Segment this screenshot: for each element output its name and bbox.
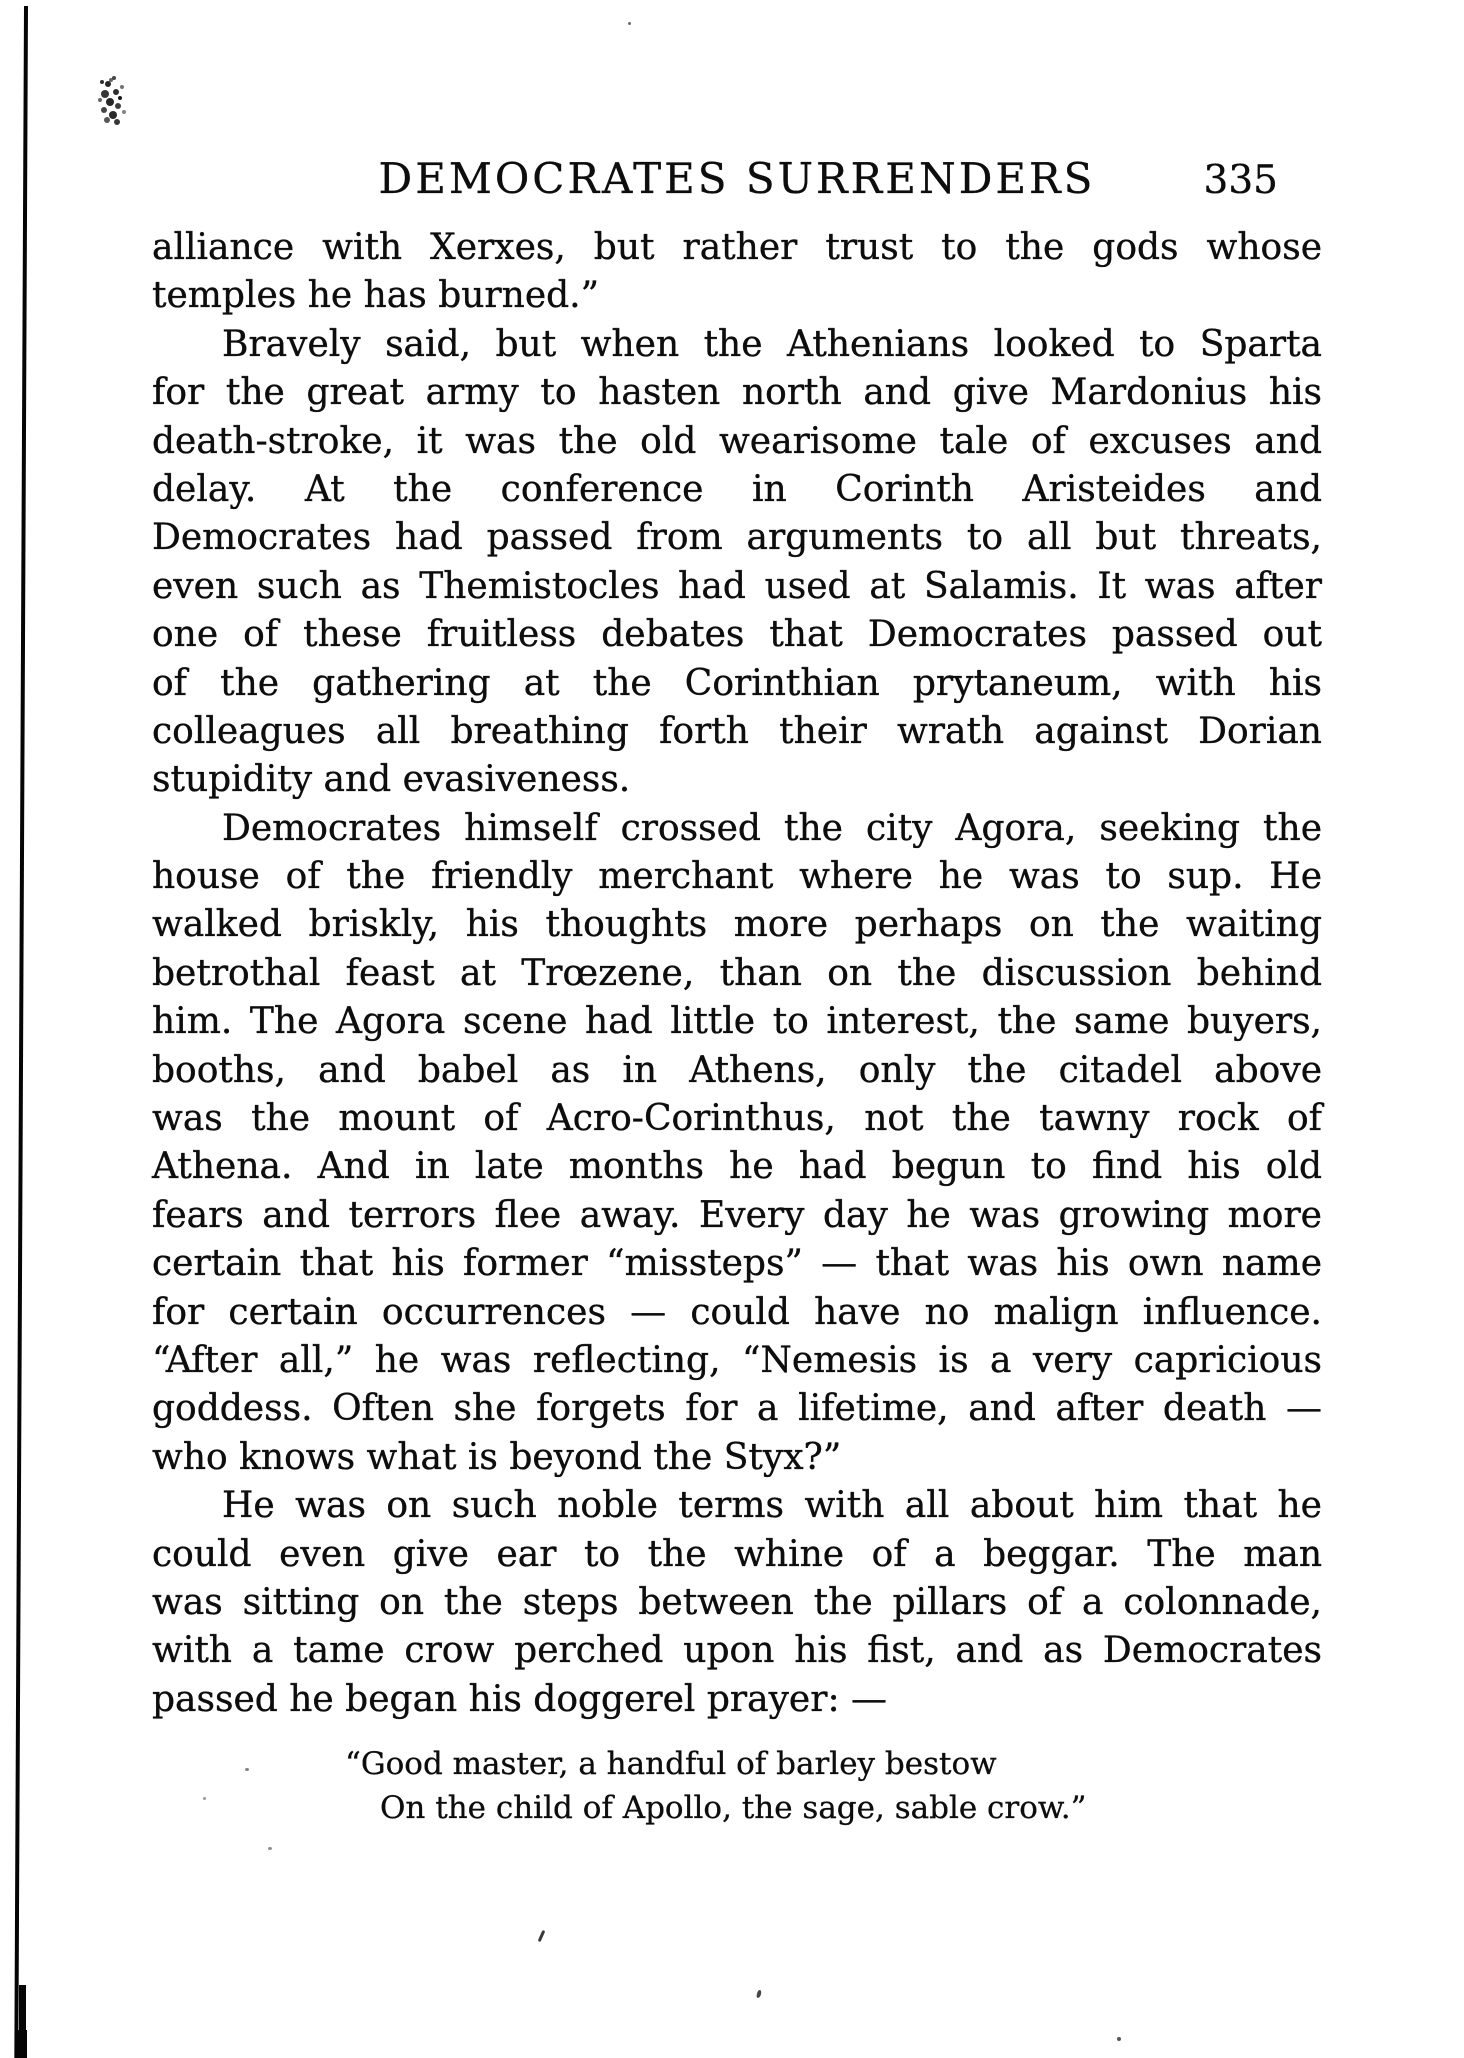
- text-line: stupidity and evasiveness.: [152, 759, 631, 801]
- scan-speck: [538, 1930, 546, 1942]
- text-line: goddess. Often she forgets for a lifetime, and after death —: [152, 1388, 1322, 1430]
- text-line: betrothal feast at Trœzene, than on the discussion behind: [152, 952, 1322, 994]
- text-line: for certain occurrences — could have no malign influence.: [152, 1291, 1322, 1333]
- text-line: house of the friendly merchant where he was to sup. He: [152, 856, 1322, 898]
- running-head: [152, 156, 1322, 202]
- text-line: was the mount of Acro-Corinthus, not the tawny rock of: [152, 1098, 1322, 1140]
- text-line: delay. At the conference in Corinth Aristeides and: [152, 468, 1322, 510]
- text-line: passed he began his doggerel prayer: —: [152, 1678, 888, 1720]
- scan-speck: [1117, 2037, 1121, 2041]
- text-line: Athena. And in late months he had begun to find his old: [152, 1146, 1322, 1188]
- scan-speck: [628, 22, 631, 25]
- left-edge-scan-tip: [17, 2030, 27, 2058]
- text-line: even such as Themistocles had used at Salamis. It was after: [152, 565, 1322, 607]
- text-line: who knows what is beyond the Styx?”: [152, 1436, 842, 1478]
- scan-speck: [203, 1797, 206, 1800]
- left-edge-scan-line: [14, 6, 28, 2058]
- text-line: Bravely said, but when the Athenians looked to Sparta: [222, 323, 1322, 365]
- text-line: walked briskly, his thoughts more perhaps on the waiting: [152, 904, 1322, 946]
- page-number: 335: [1203, 158, 1278, 203]
- verse-line: On the child of Apollo, the sage, sable crow.”: [380, 1790, 1087, 1826]
- text-line: could even give ear to the whine of a beggar. The man: [152, 1533, 1322, 1575]
- text-line: him. The Agora scene had little to interest, the same buyers,: [152, 1001, 1322, 1043]
- text-line: colleagues all breathing forth their wrath against Dorian: [152, 710, 1322, 752]
- text-line: Democrates had passed from arguments to all but threats,: [152, 517, 1322, 559]
- text-line: “After all,” he was reflecting, “Nemesis is a very capricious: [152, 1339, 1322, 1381]
- text-line: Democrates himself crossed the city Agora, seeking the: [222, 807, 1322, 849]
- verse-line: “Good master, a handful of barley bestow: [345, 1746, 997, 1782]
- running-head-title: DEMOCRATES SURRENDERS: [378, 154, 1096, 203]
- text-line: with a tame crow perched upon his fist, and as Democrates: [152, 1630, 1322, 1672]
- text-line: one of these fruitless debates that Democrates passed out: [152, 614, 1322, 656]
- text-line: temples he has burned.”: [152, 275, 600, 317]
- text-line: certain that his former “missteps” — that was his own name: [152, 1243, 1322, 1285]
- text-line: booths, and babel as in Athens, only the citadel above: [152, 1049, 1322, 1091]
- scan-speck: [268, 1847, 272, 1850]
- text-line: fears and terrors flee away. Every day he was growing more: [152, 1194, 1322, 1236]
- text-line: of the gathering at the Corinthian prytaneum, with his: [152, 662, 1322, 704]
- text-line: He was on such noble terms with all about him that he: [222, 1485, 1322, 1527]
- body-text: [152, 224, 1322, 1724]
- text-line: for the great army to hasten north and give Mardonius his: [152, 372, 1322, 414]
- scan-speck: [245, 1768, 249, 1771]
- scan-speck: [756, 1990, 762, 1999]
- text-line: death-stroke, it was the old wearisome tale of excuses and: [152, 420, 1322, 462]
- ink-smudge: [100, 80, 104, 84]
- verse-quote: [345, 1742, 1086, 1830]
- text-line: alliance with Xerxes, but rather trust to the gods whose: [152, 227, 1322, 268]
- text-line: was sitting on the steps between the pillars of a colonnade,: [152, 1581, 1322, 1623]
